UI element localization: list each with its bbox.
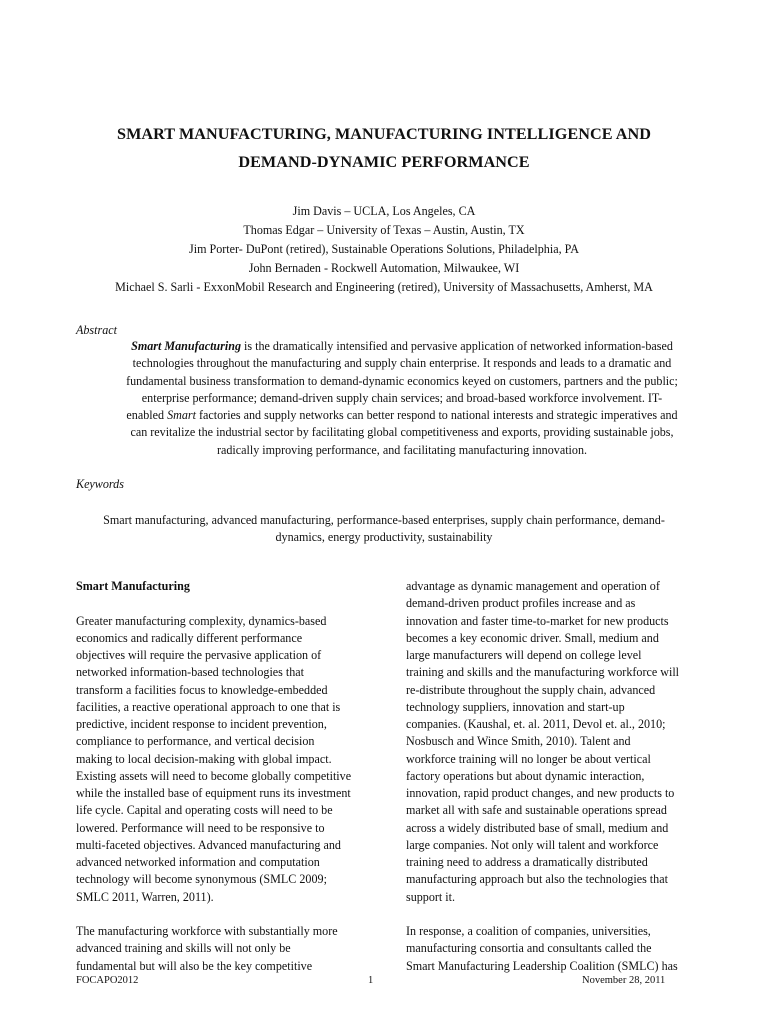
text-line: The manufacturing workforce with substantially more: [76, 924, 338, 938]
text-line: manufacturing consortia and consultants called the: [406, 941, 652, 956]
abstract-lead-term: Smart Manufacturing: [131, 339, 241, 353]
text-line: manufacturing approach but also the technologies that: [406, 872, 668, 887]
paragraph: [406, 923, 706, 975]
text-line: becomes a key economic driver. Small, medium and: [406, 630, 659, 645]
text-line: innovation, rapid product changes, and new products to: [406, 786, 675, 800]
text-line: technology will become synonymous (SMLC 2009;: [76, 872, 327, 887]
abstract-smart-term: Smart: [167, 408, 196, 423]
footer-page-number: 1: [368, 975, 374, 986]
abstract-label: Abstract: [76, 323, 117, 337]
paragraph: [76, 613, 376, 906]
text-line: while the installed base of equipment runs its investment: [76, 786, 351, 800]
abstract-line: [108, 338, 696, 355]
paragraph-gap: [76, 595, 376, 612]
text-line: networked information-based technologies that: [76, 665, 305, 680]
author-line: John Bernaden - Rockwell Automation, Milwaukee, WI: [248, 261, 520, 275]
text-line: demand-driven product profiles increase and as: [406, 596, 636, 611]
abstract-line: can revitalize the industrial sector by facilitating global competitiveness and exports, providing sustainable jobs,: [130, 425, 674, 440]
text-line: innovation and faster time-to-market for new products: [406, 613, 669, 628]
abstract-line: [108, 407, 696, 424]
text-line: training and skills and the manufacturing workforce will: [406, 665, 680, 680]
text-line: technology suppliers, innovation and start-up: [406, 699, 625, 714]
footer-conference: FOCAPO2012: [76, 975, 139, 986]
keywords-line: dynamics, energy productivity, sustainability: [275, 530, 493, 545]
text-line: facilities, a reactive operational approach to one that is: [76, 699, 341, 714]
author-line: Michael S. Sarli - ExxonMobil Research and Engineering (retired), University of Massachusetts, Amherst, MA: [115, 280, 653, 294]
keywords-text: [60, 512, 708, 547]
text-line: transform a facilities focus to knowledge-embedded: [76, 682, 328, 697]
abstract-line: technologies throughout the manufacturing and supply chain enterprise. It responds and leads to a dramatic and: [132, 356, 672, 371]
keywords-line: Smart manufacturing, advanced manufacturing, performance-based enterprises, supply chain performance, demand-: [103, 513, 665, 527]
title-line: SMART MANUFACTURING, MANUFACTURING INTELLIGENCE AND: [117, 125, 651, 143]
text-line: market all with safe and sustainable operations spread: [406, 803, 667, 818]
text-line: large manufacturers will depend on college level: [406, 648, 642, 662]
text-line: making to local decision-making with global impact.: [76, 751, 332, 766]
abstract-line-text: factories and supply networks can better respond to national interests and strategic imperatives and: [195, 408, 678, 423]
abstract-text: [108, 338, 696, 459]
text-line: companies. (Kaushal, et. al. 2011, Devol et. al., 2010;: [406, 717, 666, 731]
text-line: large companies. Not only will talent and workforce: [406, 837, 659, 852]
text-line: fundamental but will also be the key competitive: [76, 958, 313, 973]
text-line: predictive, incident response to incident prevention,: [76, 717, 327, 731]
text-line: Nosbusch and Wince Smith, 2010). Talent and: [406, 734, 631, 749]
abstract-line-text: enabled: [126, 408, 168, 423]
abstract-line: fundamental business transformation to demand-dynamic economics keyed on customers, partners and the public;: [126, 373, 678, 388]
left-column: [76, 578, 376, 975]
text-line: re-distribute throughout the supply chain, advanced: [406, 682, 656, 697]
author-line: Thomas Edgar – University of Texas – Austin, Austin, TX: [243, 223, 525, 237]
author-line: Jim Porter- DuPont (retired), Sustainable Operations Solutions, Philadelphia, PA: [189, 242, 579, 256]
text-line: multi-faceted objectives. Advanced manufacturing and: [76, 837, 341, 852]
paper-title: [60, 120, 708, 176]
paragraph: [76, 923, 376, 975]
paragraph: [406, 578, 706, 906]
text-line: training need to address a dramatically distributed: [406, 855, 648, 869]
text-line: factory operations but about dynamic interaction,: [406, 768, 645, 783]
keywords-label: Keywords: [76, 477, 124, 491]
section-heading: Smart Manufacturing: [76, 579, 190, 593]
abstract-line: enterprise performance; demand-driven supply chain services; and broad-based workforce involvement. IT-: [141, 390, 663, 405]
text-line: workforce training will no longer be about vertical: [406, 751, 651, 766]
text-line: Existing assets will need to become globally competitive: [76, 768, 352, 783]
title-line: DEMAND-DYNAMIC PERFORMANCE: [238, 153, 530, 171]
text-line: life cycle. Capital and operating costs will need to be: [76, 803, 333, 818]
text-line: Greater manufacturing complexity, dynamics-based: [76, 613, 327, 628]
abstract-line: radically improving performance, and facilitating manufacturing innovation.: [216, 442, 588, 457]
author-list: [40, 202, 728, 297]
text-line: compliance to performance, and vertical decision: [76, 734, 315, 749]
text-line: advanced training and skills will not only be: [76, 941, 291, 956]
text-line: lowered. Performance will need to be responsive to: [76, 820, 325, 835]
text-line: In response, a coalition of companies, universities,: [406, 924, 651, 938]
text-line: advanced networked information and computation: [76, 855, 320, 869]
paragraph-gap: [406, 906, 706, 923]
text-line: advantage as dynamic management and operation of: [406, 579, 660, 593]
text-line: objectives will require the pervasive application of: [76, 648, 322, 662]
text-line: SMLC 2011, Warren, 2011).: [76, 889, 214, 904]
footer-date: November 28, 2011: [582, 975, 666, 986]
text-line: across a widely distributed base of small, medium and: [406, 820, 669, 835]
text-line: economics and radically different performance: [76, 630, 303, 645]
text-line: support it.: [406, 889, 456, 904]
paragraph-gap: [76, 906, 376, 923]
author-line: Jim Davis – UCLA, Los Angeles, CA: [292, 204, 476, 218]
right-column: [406, 578, 706, 975]
abstract-line-text: is the dramatically intensified and pervasive application of networked information-based: [241, 339, 673, 353]
text-line: Smart Manufacturing Leadership Coalition (SMLC) has: [406, 958, 678, 973]
